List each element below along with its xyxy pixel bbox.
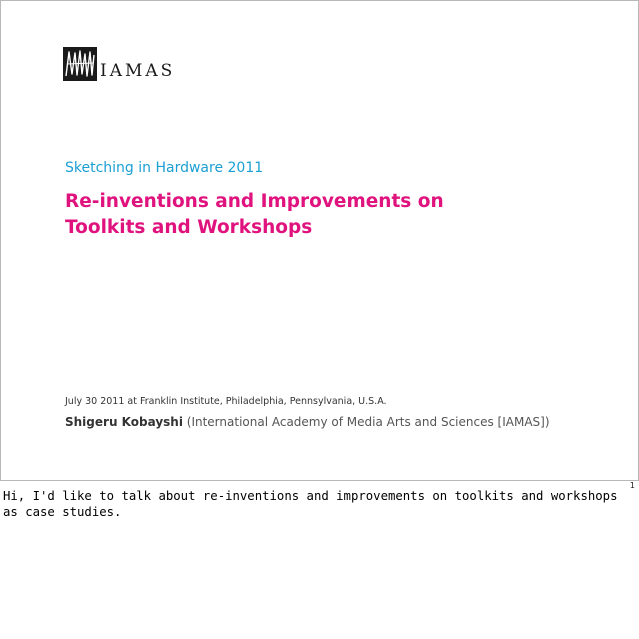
- iamas-logo-mark-icon: [63, 47, 97, 81]
- slide-title-line: Toolkits and Workshops: [65, 217, 313, 238]
- event-line: July 30 2011 at Franklin Institute, Philadelphia, Pennsylvania, U.S.A.: [65, 396, 387, 407]
- slide-title-line: Re-inventions and Improvements on: [65, 191, 444, 212]
- author-name: Shigeru Kobayshi: [65, 415, 183, 429]
- iamas-logo: [63, 47, 175, 81]
- page-number: 1: [629, 481, 635, 490]
- author-line: [65, 415, 550, 429]
- slide-title: [65, 189, 585, 241]
- slide-subtitle: Sketching in Hardware 2011: [65, 160, 264, 176]
- logo-text: IAMAS: [100, 61, 176, 81]
- author-affiliation: (International Academy of Media Arts and Sciences [IAMAS]): [186, 415, 550, 429]
- speaker-notes: Hi, I'd like to talk about re-inventions and improvements on toolkits and workshops as case studies.: [3, 489, 618, 519]
